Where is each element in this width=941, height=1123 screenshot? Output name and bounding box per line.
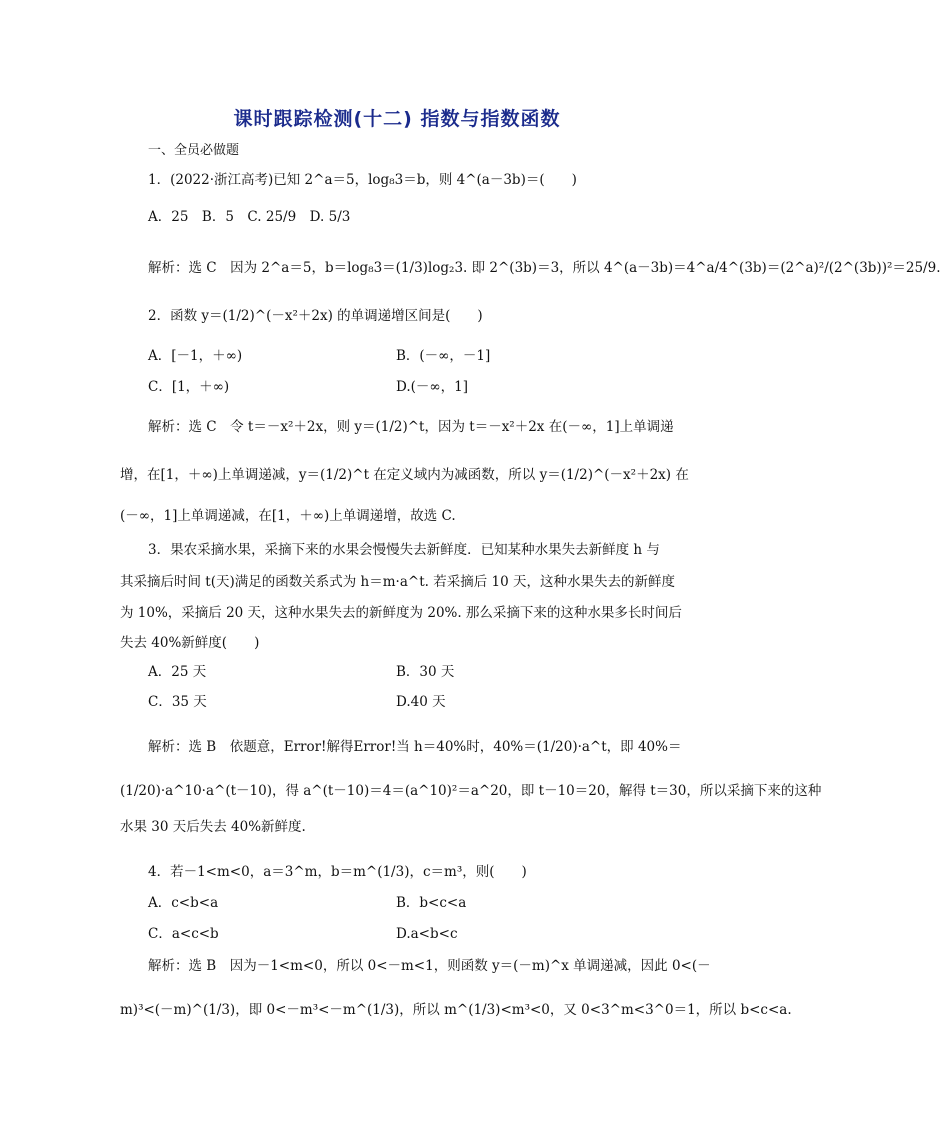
q3-stem-line4: 失去 40%新鲜度( ): [120, 635, 260, 651]
q3-option-a: A．25 天: [148, 664, 207, 680]
q2-solution-line3: (－∞，1]上单调递减，在[1，＋∞)上单调递增，故选 C.: [120, 508, 456, 524]
q2-solution-line2: 增，在[1，＋∞)上单调递减，y＝(1/2)^t 在定义域内为减函数，所以 y＝(1/2)^(－x²＋2x) 在: [120, 467, 689, 483]
q3-solution-line1: 解析：选 B 依题意，Error!解得Error!当 h＝40%时，40%＝(1/20)·a^t，即 40%＝: [148, 739, 682, 755]
q4-option-b: B．b<c<a: [396, 895, 467, 911]
q4-option-d: D.a<b<c: [396, 926, 458, 942]
section-heading: 一、全员必做题: [148, 143, 240, 158]
q1-stem: 1．(2022·浙江高考)已知 2^a＝5，log₈3＝b，则 4^(a－3b)＝( ): [148, 172, 577, 188]
q3-stem-line3: 为 10%，采摘后 20 天，这种水果失去的新鲜度为 20%. 那么采摘下来的这种水果多长时间后: [120, 605, 682, 621]
q3-option-d: D.40 天: [396, 694, 446, 710]
q2-option-c: C．[1，＋∞): [148, 379, 230, 395]
q2-option-b: B．(－∞，－1]: [396, 348, 491, 364]
q4-stem: 4．若－1<m<0，a＝3^m，b＝m^(1/3)，c＝m³，则( ): [148, 864, 527, 880]
q4-option-c: C．a<c<b: [148, 926, 219, 942]
page-title: 课时跟踪检测(十二) 指数与指数函数: [233, 108, 561, 130]
q1-solution: 解析：选 C 因为 2^a＝5，b＝log₈3＝(1/3)log₂3. 即 2^(3b)＝3，所以 4^(a－3b)＝4^a/4^(3b)＝(2^a)²/(2^(3b))²＝25/9.: [148, 260, 941, 276]
q3-option-c: C．35 天: [148, 694, 207, 710]
q3-solution-line2: (1/20)·a^10·a^(t－10)，得 a^(t－10)＝4＝(a^10)²＝a^20，即 t－10＝20，解得 t＝30，所以采摘下来的这种: [120, 783, 822, 799]
q3-solution-line3: 水果 30 天后失去 40%新鲜度.: [120, 819, 306, 835]
q2-option-d: D.(－∞，1]: [396, 379, 469, 395]
q4-option-a: A．c<b<a: [148, 895, 219, 911]
q3-stem-line2: 其采摘后时间 t(天)满足的函数关系式为 h＝m·a^t. 若采摘后 10 天，这种水果失去的新鲜度: [120, 574, 675, 590]
q2-stem: 2．函数 y＝(1/2)^(－x²＋2x) 的单调递增区间是( ): [148, 308, 483, 324]
q4-solution-line1: 解析：选 B 因为－1<m<0，所以 0<－m<1，则函数 y＝(－m)^x 单调递减，因此 0<(－: [148, 958, 711, 974]
q2-option-a: A．[－1，＋∞): [148, 348, 243, 364]
q3-stem-line1: 3．果农采摘水果，采摘下来的水果会慢慢失去新鲜度．已知某种水果失去新鲜度 h 与: [148, 542, 660, 558]
q3-option-b: B．30 天: [396, 664, 455, 680]
q1-options: A．25 B．5 C. 25/9 D. 5/3: [148, 209, 351, 225]
q4-solution-line2: m)³<(－m)^(1/3)，即 0<－m³<－m^(1/3)，所以 m^(1/3)<m³<0，又 0<3^m<3^0＝1，所以 b<c<a.: [120, 1002, 792, 1018]
q2-solution-line1: 解析：选 C 令 t＝－x²＋2x，则 y＝(1/2)^t，因为 t＝－x²＋2x 在(－∞，1]上单调递: [148, 419, 674, 435]
